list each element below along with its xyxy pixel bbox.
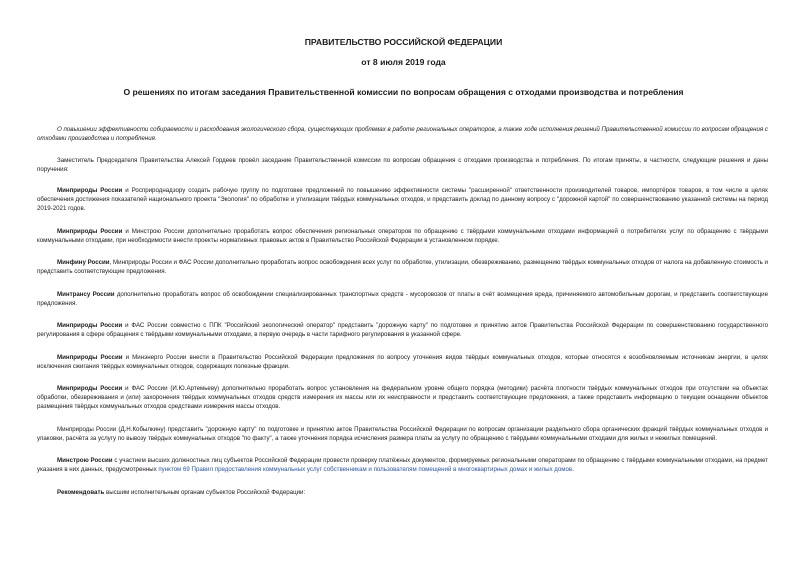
decision-text: , Минприроды России и ФАС России дополнительно проработать вопрос освобождения всех услуг по обработке, утилизации, обезвреживанию, размещению твёрдых коммунальных отходов от налога на добавленную стоимость и представить соответствующие предложения.: [37, 259, 768, 275]
decision-org: Минфину России: [57, 259, 110, 266]
decision-text-end: .: [572, 466, 574, 473]
decision-paragraph-minstroy: [37, 456, 768, 474]
intro-paragraph: О повышении эффективности собираемости и расходования экологического сбора, существующих проблемах в работе региональных операторов, а также ходе исполнения решений Правительственной комиссии по вопросам обращения с отходами производства и потребления.: [37, 126, 768, 142]
recommendation-text: высшим исполнительным органам субъектов Российской Федерации:: [104, 488, 306, 496]
document-date: от 8 июля 2019 года: [361, 57, 446, 67]
decision-text: и Минэнерго России внести в Правительство Российской Федерации предложения по вопросу уточнения видов твёрдых коммунальных отходов, которые относятся к возобновляемым источникам энергии, в целях исключения сжигания твёрдых коммунальных отходов, содержащих полезные фракции.: [37, 353, 768, 370]
decision-paragraph: [37, 321, 768, 339]
decision-text: дополнительно проработать вопрос об освобождении специализированных транспортных средств - мусоровозов от платы в счёт возмещения вреда, причиняемого автомобильным дорогам, и представить соответствующие предложения.: [37, 290, 768, 307]
decision-text: и ФАС России совместно с ППК "Российский экологический оператор" представить "дорожную карту" по подготовке и принятию актов Правительства Российской Федерации по совершенствованию государственного регулирования в сфере обращения с твёрдыми коммунальными отходами, в первую очередь в части тарифного регулирования в указанной сфере.: [37, 322, 768, 338]
decision-org: Минприроды России: [57, 353, 123, 361]
document-body: [37, 125, 768, 510]
decision-paragraph: [37, 384, 768, 411]
decision-text: и ФАС России (И.Ю.Артемьеву) дополнительно проработать вопрос установления на федеральном уровне общего порядка (методики) расчёта плотности твёрдых коммунальных отходов при отсутствии на объектах обработки, обезвреживания и (или) захоронения твёрдых коммунальных отходов средств измерения их массы или их неисправности и представить соответствующие предложения, а также представить информацию о текущем оснащении объектов размещения твёрдых коммунальных отходов средствами измерения массы отходов.: [37, 385, 768, 410]
decision-org: Минстрою России: [57, 457, 113, 464]
lead-paragraph: Заместитель Председателя Правительства Алексей Гордеев провёл заседание Правительственной комиссии по вопросам обращения с отходами производства и потребления. По итогам приняты, в частности, следующие решения и даны поручения:: [37, 157, 768, 173]
decision-paragraph: [37, 186, 768, 213]
recommendation-label: Рекомендовать: [57, 488, 105, 496]
recommendation-paragraph: [37, 488, 768, 497]
decision-paragraph-plain: Минприроды России (Д.Н.Кобылкину) представить "дорожную карту" по подготовке и принятию актов Правительства Российской Федерации по вопросам организации раздельного сбора органических фракций твёрдых коммунальных отходов и упаковки, расчёта за услугу по вывозу твёрдых коммунальных отходов "по факту", а также уточнения порядка исчисления размера платы за услугу по обращению с твёрдыми коммунальными отходами для жилых и нежилых помещений.: [37, 425, 768, 442]
decision-org: Минтрансу России: [57, 290, 115, 298]
document-title: О решениях по итогам заседания Правительственной комиссии по вопросам обращения с отходами производства и потребления: [123, 87, 684, 97]
decision-paragraph: [37, 353, 768, 371]
decision-paragraph: [37, 290, 768, 308]
decision-text: и Росприроднадзору создать рабочую группу по подготовке предложений по повышению эффективности системы "расширенной" ответственности производителей товаров, импортёров товаров, в том числе в целях обеспечения достижения показателей национального проекта "Экология" по обработке и утилизации твёрдых коммунальных отходов, и представить доклад по данному вопросу с "дорожной картой" по совершенствованию указанной системы на период 2019-2021 годов.: [37, 187, 768, 212]
decision-org: Минприроды России: [57, 187, 123, 194]
decision-org: Минприроды России: [57, 227, 123, 235]
decision-org: Минприроды России: [57, 385, 123, 392]
decision-text: и Минстрою России дополнительно проработать вопрос обеспечения региональных операторов по обращению с твёрдыми коммунальными отходами информацией о потребителях услуг по обращению с твёрдыми коммунальными отходами, при необходимости внести проекты нормативных правовых актов в Правительство Российской Федерации в установленном порядке.: [37, 227, 768, 244]
decision-text: с участием высших должностных лиц субъектов Российской Федерации провести проверку платёжных документов, формируемых региональными операторами по обращению с твёрдыми коммунальными отходами, на предмет указания в них данных, предусмотренных: [37, 457, 768, 473]
decision-paragraph: [37, 258, 768, 276]
rules-link[interactable]: пунктом 69 Правил предоставления коммунальных услуг собственникам и пользователям помещений в многоквартирных домах и жилых домов: [158, 466, 573, 473]
decision-paragraph: [37, 227, 768, 245]
decision-org: Минприроды России: [57, 322, 123, 329]
document-issuer: ПРАВИТЕЛЬСТВО РОССИЙСКОЙ ФЕДЕРАЦИИ: [304, 37, 503, 47]
